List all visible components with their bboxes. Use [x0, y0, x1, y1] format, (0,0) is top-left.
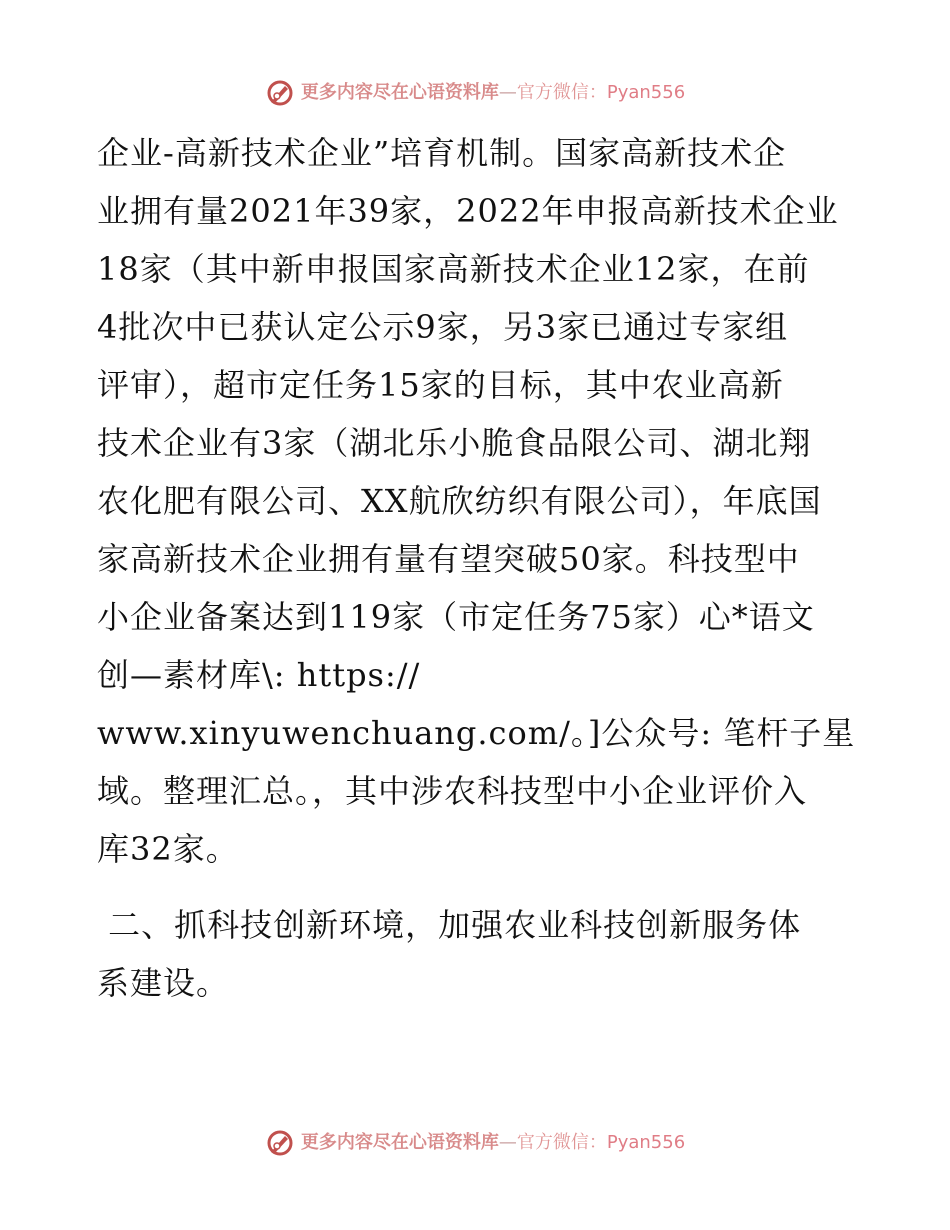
- watermark-wechat-label: 官方微信：: [516, 1132, 607, 1153]
- paragraph-line: www.xinyuwenchuang.com/。]公众号: 笔杆子星: [97, 714, 856, 752]
- paragraph-line: 创—素材库\: https://: [97, 656, 421, 694]
- paragraph-line: 18家（其中新申报国家高新技术企业12家，在前: [97, 250, 810, 288]
- paragraph-line: 企业-高新技术企业”培育机制。国家高新技术企: [97, 134, 787, 172]
- section-heading-line: 二、抓科技创新环境，加强农业科技创新服务体: [97, 906, 802, 944]
- watermark-main-text: 更多内容尽在心语资料库: [300, 1132, 499, 1153]
- paragraph-line: 域。整理汇总。，其中涉农科技型中小企业评价入: [97, 772, 808, 810]
- paragraph-line: 农化肥有限公司、XX航欣纺织有限公司），年底国: [97, 482, 822, 520]
- watermark-wechat-id: Pyan556: [606, 82, 686, 103]
- section-heading-line: 系建设。: [97, 964, 230, 1002]
- section-heading: [97, 896, 857, 1012]
- paragraph-line: 评审），超市定任务15家的目标，其中农业高新: [97, 366, 784, 404]
- watermark-wechat-id: Pyan556: [606, 1132, 686, 1153]
- brush-logo-icon: [265, 1128, 295, 1158]
- body-paragraph: [97, 124, 857, 878]
- watermark-dash: —: [498, 82, 517, 103]
- paragraph-line: 业拥有量2021年39家，2022年申报高新技术企业: [97, 192, 839, 230]
- watermark-dash: —: [498, 1132, 517, 1153]
- paragraph-line: 技术企业有3家（湖北乐小脆食品限公司、湖北翔: [97, 424, 812, 462]
- paragraph-line: 小企业备案达到119家（市定任务75家）心*语文: [97, 598, 815, 636]
- footer-watermark: [0, 1128, 950, 1158]
- watermark-wechat-label: 官方微信：: [516, 82, 607, 103]
- paragraph-line: 库32家。: [97, 830, 239, 868]
- brush-logo-icon: [265, 78, 295, 108]
- header-watermark: [0, 78, 950, 108]
- watermark-main-text: 更多内容尽在心语资料库: [300, 82, 499, 103]
- paragraph-line: 4批次中已获认定公示9家，另3家已通过专家组: [97, 308, 789, 346]
- paragraph-line: 家高新技术企业拥有量有望突破50家。科技型中: [97, 540, 800, 578]
